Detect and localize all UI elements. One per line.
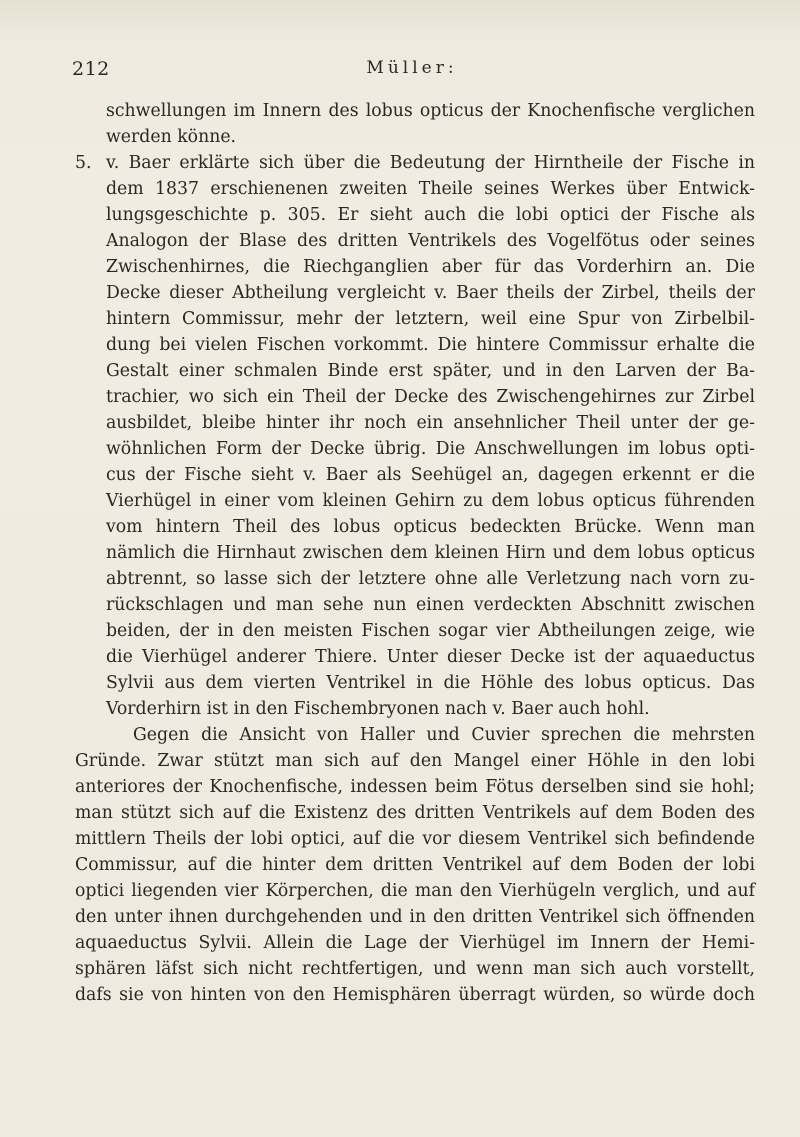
text-line: mittlern Theils der lobi optici, auf die vor diesem Ventrikel sich befindende — [75, 829, 755, 849]
text-line: abtrennt, so lasse sich der letztere ohne alle Verletzung nach vorn zu- — [106, 569, 755, 589]
text-line: Decke dieser Abtheilung vergleicht v. Baer theils der Zirbel, theils der — [106, 283, 755, 303]
text-line: beiden, der in den meisten Fischen sogar vier Abtheilungen zeige, wie — [106, 621, 755, 641]
text-line: ausbildet, bleibe hinter ihr noch ein ansehnlicher Theil unter der ge- — [106, 413, 755, 433]
running-head: Müller: — [366, 58, 458, 78]
text-line: trachier, wo sich ein Theil der Decke des Zwischengehirnes zur Zirbel — [106, 387, 755, 407]
text-line: rückschlagen und man sehe nun einen verdeckten Abschnitt zwischen — [106, 595, 755, 615]
text-line: wöhnlichen Form der Decke übrig. Die Anschwellungen im lobus opti- — [106, 439, 755, 459]
text-line: dem 1837 erschienenen zweiten Theile seines Werkes über Entwick- — [106, 179, 755, 199]
text-line: Vorderhirn ist in den Fischembryonen nach v. Baer auch hohl. — [106, 699, 650, 719]
text-line: nämlich die Hirnhaut zwischen dem kleinen Hirn und dem lobus opticus — [106, 543, 755, 563]
text-line: schwellungen im Innern des lobus opticus der Knochenfische verglichen — [106, 101, 755, 121]
text-line-numbered — [75, 150, 755, 176]
text-line: Vierhügel in einer vom kleinen Gehirn zu dem lobus opticus führenden — [106, 491, 755, 511]
text-line: sphären läfst sich nicht rechtfertigen, und wenn man sich auch vorstellt, — [75, 959, 755, 979]
text-line: Sylvii aus dem vierten Ventrikel in die Höhle des lobus opticus. Das — [106, 673, 755, 693]
text-line: lungsgeschichte p. 305. Er sieht auch die lobi optici der Fische als — [106, 205, 755, 225]
page-header — [72, 58, 752, 88]
text-line: Zwischenhirnes, die Riechganglien aber für das Vorderhirn an. Die — [106, 257, 755, 277]
text-line-paragraph-start: Gegen die Ansicht von Haller und Cuvier sprechen die mehrsten — [133, 725, 755, 745]
text-line: Gestalt einer schmalen Binde erst später, und in den Larven der Ba- — [106, 361, 755, 381]
section-number: 5. — [75, 153, 92, 173]
text-line: anteriores der Knochenfische, indessen beim Fötus derselben sind sie hohl; — [75, 777, 755, 797]
text-line: den unter ihnen durchgehenden und in den dritten Ventrikel sich öffnenden — [75, 907, 755, 927]
text-line: hintern Commissur, mehr der letztern, weil eine Spur von Zirbelbil- — [106, 309, 755, 329]
text-line: man stützt sich auf die Existenz des dritten Ventrikels auf dem Boden des — [75, 803, 755, 823]
text-line: vom hintern Theil des lobus opticus bedeckten Brücke. Wenn man — [106, 517, 755, 537]
text-line: cus der Fische sieht v. Baer als Seehügel an, dagegen erkennt er die — [106, 465, 755, 485]
text-line: aquaeductus Sylvii. Allein die Lage der Vierhügel im Innern der Hemi- — [75, 933, 755, 953]
text-line: optici liegenden vier Körperchen, die man den Vierhügeln verglich, und auf — [75, 881, 755, 901]
text-line: dung bei vielen Fischen vorkommt. Die hintere Commissur erhalte die — [106, 335, 755, 355]
text-line: werden könne. — [106, 127, 237, 147]
text-line: Commissur, auf die hinter dem dritten Ventrikel auf dem Boden der lobi — [75, 855, 755, 875]
text-line-content: v. Baer erklärte sich über die Bedeutung der Hirntheile der Fische in — [106, 153, 755, 173]
text-line: dafs sie von hinten von den Hemisphären überragt würden, so würde doch — [75, 985, 755, 1005]
text-line: die Vierhügel anderer Thiere. Unter dieser Decke ist der aquaeductus — [106, 647, 755, 667]
text-line: Gründe. Zwar stützt man sich auf den Mangel einer Höhle in den lobi — [75, 751, 755, 771]
body-text — [75, 98, 755, 1008]
page-number: 212 — [72, 58, 110, 80]
text-line: Analogon der Blase des dritten Ventrikels des Vogelfötus oder seines — [106, 231, 755, 251]
